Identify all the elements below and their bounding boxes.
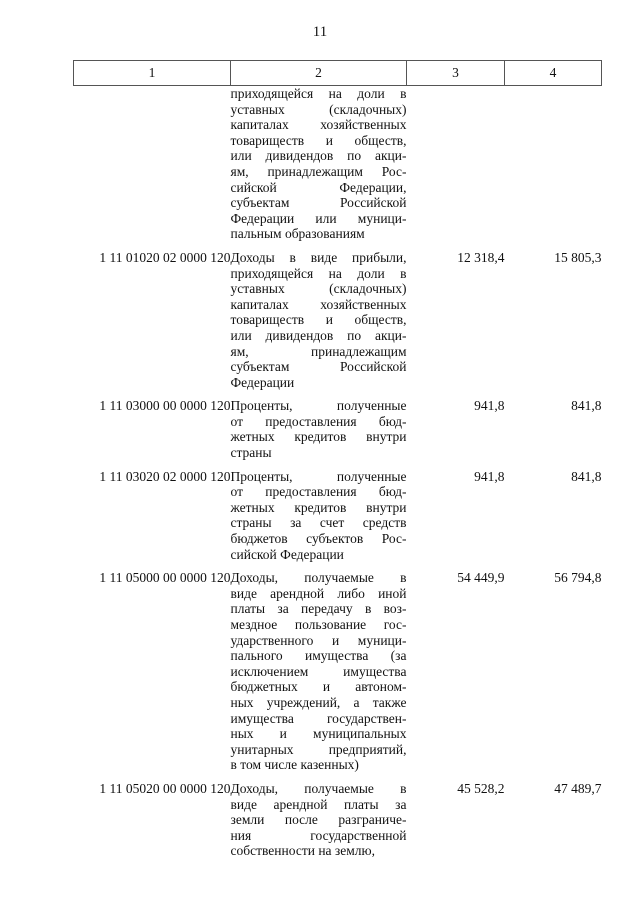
description-line: Проценты, полученные bbox=[230, 468, 407, 484]
description-line: товариществ и обществ, bbox=[230, 132, 407, 148]
description-line: земли после разграниче- bbox=[230, 812, 407, 828]
income-description bbox=[231, 86, 407, 242]
description-line: уставных (складочных) bbox=[230, 281, 407, 297]
description-line: приходящейся на доли в bbox=[230, 86, 407, 101]
description-line: жетных кредитов внутри bbox=[230, 499, 407, 515]
description-line: Федерации bbox=[230, 374, 295, 390]
column-header-3: 3 bbox=[407, 61, 505, 86]
amount-column-4: 841,8 bbox=[571, 468, 602, 484]
description-line: страны bbox=[230, 445, 272, 461]
description-line: от предоставления бюд- bbox=[230, 484, 407, 500]
description-line: бюджетов субъектов Рос- bbox=[230, 531, 407, 547]
table-row bbox=[74, 86, 602, 242]
budget-code: 1 11 05020 00 0000 120 bbox=[99, 780, 231, 796]
column-header-1: 1 bbox=[74, 61, 231, 86]
description-line: Доходы, получаемые в bbox=[230, 780, 407, 796]
description-line: имущества государствен- bbox=[230, 710, 407, 726]
description-line: субъектам Российской bbox=[230, 195, 407, 211]
description-line: пального имущества (за bbox=[230, 648, 407, 664]
description-line: капиталах хозяйственных bbox=[230, 117, 407, 133]
description-line: или дивидендов по акци- bbox=[230, 327, 407, 343]
description-line: товариществ и обществ, bbox=[230, 312, 407, 328]
amount-column-4: 56 794,8 bbox=[554, 570, 602, 586]
description-line: приходящейся на доли в bbox=[230, 265, 407, 281]
income-description bbox=[231, 390, 407, 460]
description-line: сийской Федерации bbox=[230, 546, 344, 562]
budget-table bbox=[73, 60, 602, 859]
description-line: ям, принадлежащим bbox=[230, 343, 407, 359]
budget-code bbox=[74, 86, 231, 242]
description-line: Доходы, получаемые в bbox=[230, 570, 407, 586]
budget-code: 1 11 05000 00 0000 120 bbox=[99, 570, 231, 586]
amount-column-3: 45 528,2 bbox=[457, 780, 505, 796]
description-line: ных и муниципальных bbox=[230, 726, 407, 742]
amount-column-3: 941,8 bbox=[474, 468, 505, 484]
description-line: в том числе казенных) bbox=[230, 757, 359, 773]
description-line: Федерации или муници- bbox=[230, 210, 407, 226]
amount-column-3: 54 449,9 bbox=[457, 570, 505, 586]
income-description bbox=[231, 773, 407, 859]
description-line: исключением имущества bbox=[230, 663, 407, 679]
description-line: страны за счет средств bbox=[230, 515, 407, 531]
table-row bbox=[74, 773, 602, 859]
description-line: пальным образованиям bbox=[230, 226, 365, 242]
description-line: виде арендной либо иной bbox=[230, 585, 407, 601]
amount-column-3: 12 318,4 bbox=[457, 249, 505, 265]
amount-column-4: 841,8 bbox=[571, 398, 602, 414]
amount-column-4: 15 805,3 bbox=[554, 249, 602, 265]
description-line: ных учреждений, а также bbox=[230, 694, 407, 710]
income-description bbox=[231, 242, 407, 390]
description-line: виде арендной платы за bbox=[230, 796, 407, 812]
description-line: мездное пользование гос- bbox=[230, 617, 407, 632]
description-line: бюджетных и автоном- bbox=[230, 679, 407, 695]
description-line: от предоставления бюд- bbox=[230, 413, 407, 429]
income-description bbox=[231, 461, 407, 563]
description-line: Доходы в виде прибыли, bbox=[230, 249, 407, 265]
description-line: уставных (складочных) bbox=[230, 101, 407, 117]
column-header-2: 2 bbox=[231, 61, 407, 86]
description-line: ям, принадлежащим Рос- bbox=[230, 163, 407, 179]
description-line: жетных кредитов внутри bbox=[230, 429, 407, 445]
description-line: субъектам Российской bbox=[230, 359, 407, 375]
amount-column-4 bbox=[505, 86, 602, 242]
income-description bbox=[231, 562, 407, 773]
amount-column-4: 47 489,7 bbox=[554, 780, 602, 796]
table-row bbox=[74, 242, 602, 390]
description-line: ударственного и муници- bbox=[230, 632, 407, 648]
description-line: унитарных предприятий, bbox=[230, 741, 407, 757]
table-header-row bbox=[74, 61, 602, 86]
amount-column-3: 941,8 bbox=[474, 398, 505, 414]
table-row bbox=[74, 390, 602, 460]
description-line: ния государственной bbox=[230, 827, 407, 843]
page-number: 11 bbox=[312, 24, 328, 40]
amount-column-3 bbox=[407, 86, 505, 242]
description-line: Проценты, полученные bbox=[230, 398, 407, 414]
description-line: сийской Федерации, bbox=[230, 179, 407, 195]
description-line: платы за передачу в воз- bbox=[230, 601, 407, 617]
description-line: или дивидендов по акци- bbox=[230, 148, 407, 164]
budget-code: 1 11 03020 02 0000 120 bbox=[99, 468, 231, 484]
table-row bbox=[74, 461, 602, 563]
description-line: капиталах хозяйственных bbox=[230, 296, 407, 312]
description-line: собственности на землю, bbox=[230, 843, 375, 859]
column-header-4: 4 bbox=[505, 61, 602, 86]
budget-code: 1 11 01020 02 0000 120 bbox=[99, 249, 231, 265]
budget-code: 1 11 03000 00 0000 120 bbox=[99, 398, 231, 414]
table-row bbox=[74, 562, 602, 773]
